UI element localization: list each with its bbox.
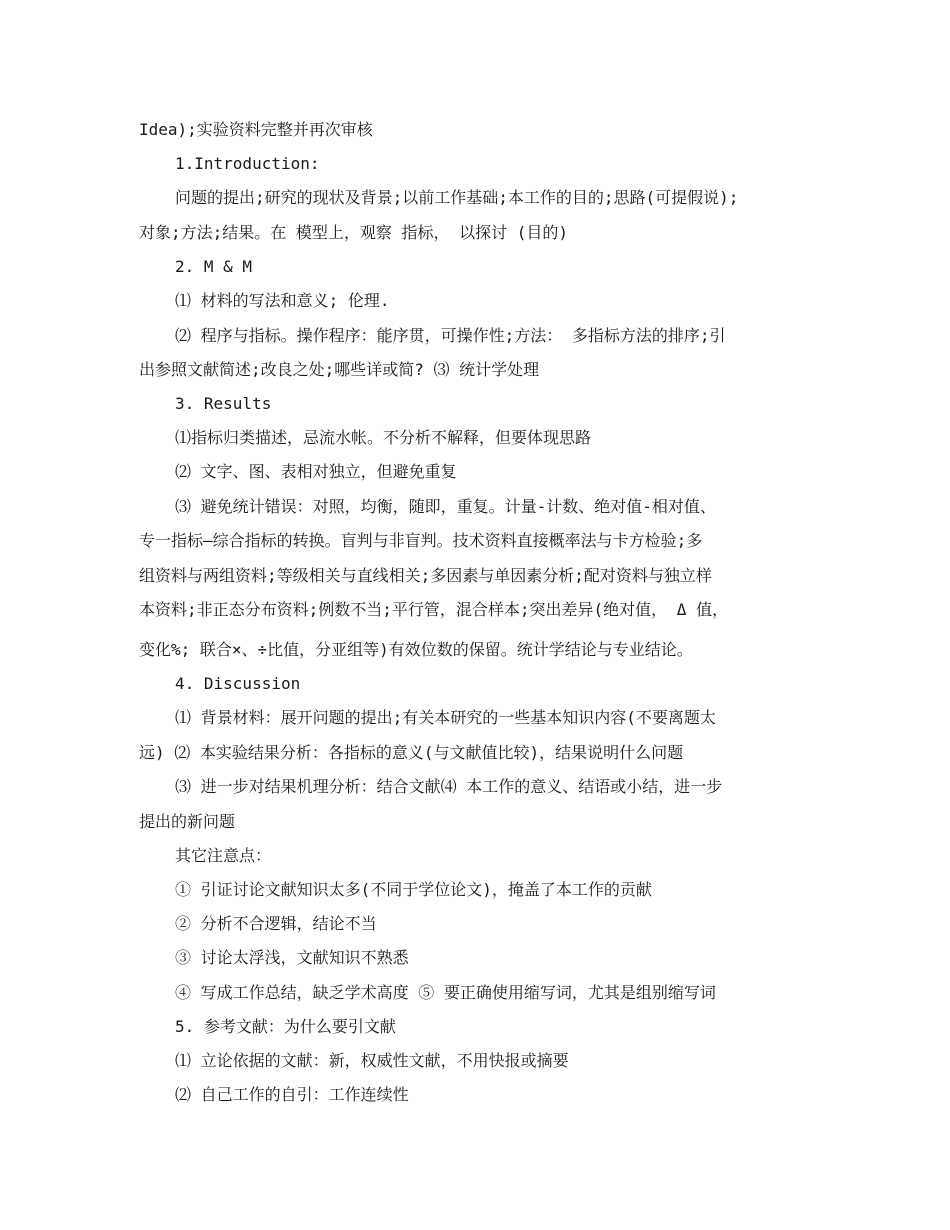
text-line-discussion-2: 远) ⑵ 本实验结果分析：各指标的意义(与文献值比较)，结果说明什么问题 [139, 743, 684, 762]
heading-discussion: 4. Discussion [175, 674, 301, 693]
heading-other-notes: 其它注意点： [175, 846, 272, 865]
text-line-results-4: 专一指标—综合指标的转换。盲判与非盲判。技术资料直接概率法与卡方检验;多 [139, 531, 703, 550]
text-line-discussion-1: ⑴ 背景材料：展开问题的提出;有关本研究的一些基本知识内容(不要离题太 [175, 708, 716, 727]
text-line-results-3: ⑶ 避免统计错误：对照，均衡，随即，重复。计量-计数、绝对值-相对值、 [175, 497, 716, 516]
text-line-introduction-1: 问题的提出;研究的现状及背景;以前工作基础;本工作的目的;思路(可提假说); [175, 188, 739, 207]
text-line-results-5: 组资料与两组资料;等级相关与直线相关;多因素与单因素分析;配对资料与独立样 [139, 566, 712, 585]
list-item-note-2: ② 分析不合逻辑，结论不当 [175, 914, 377, 933]
text-line-results-7: 变化%; 联合×、÷比值，分亚组等)有效位数的保留。统计学结论与专业结论。 [139, 640, 693, 659]
text-line-results-2: ⑵ 文字、图、表相对独立，但避免重复 [175, 462, 457, 481]
heading-introduction: 1.Introduction: [175, 154, 320, 173]
text-line-methods-1: ⑴ 材料的写法和意义; 伦理. [175, 291, 390, 310]
text-line-introduction-2: 对象;方法;结果。在 模型上，观察 指标， 以探讨 (目的) [139, 223, 569, 242]
list-item-note-3: ③ 讨论太浮浅，文献知识不熟悉 [175, 948, 409, 967]
text-line-discussion-3: ⑶ 进一步对结果机理分析：结合文献⑷ 本工作的意义、结语或小结，进一步 [175, 777, 723, 796]
text-line-idea: Idea);实验资料完整并再次审核 [139, 120, 373, 139]
heading-results: 3. Results [175, 394, 272, 413]
heading-methods: 2. M & M [175, 257, 253, 276]
list-item-note-4: ④ 写成工作总结，缺乏学术高度 ⑤ 要正确使用缩写词，尤其是组别缩写词 [175, 983, 716, 1002]
text-line-results-6: 本资料;非正态分布资料;例数不当;平行管，混合样本;突出差异(绝对值， Δ 值， [139, 600, 729, 619]
text-line-methods-2: ⑵ 程序与指标。操作程序：能序贯，可操作性;方法： 多指标方法的排序;引 [175, 326, 726, 345]
text-line-methods-3: 出参照文献简述;改良之处;哪些详或简? ⑶ 统计学处理 [139, 360, 540, 379]
text-line-references-1: ⑴ 立论依据的文献：新，权威性文献，不用快报或摘要 [175, 1051, 569, 1070]
text-line-references-2: ⑵ 自己工作的自引：工作连续性 [175, 1085, 409, 1104]
text-line-discussion-4: 提出的新问题 [139, 812, 236, 831]
heading-references: 5. 参考文献：为什么要引文献 [175, 1017, 396, 1036]
text-line-results-1: ⑴指标归类描述，忌流水帐。不分析不解释，但要体现思路 [175, 428, 592, 447]
list-item-note-1: ① 引证讨论文献知识太多(不同于学位论文)，掩盖了本工作的贡献 [175, 880, 652, 899]
